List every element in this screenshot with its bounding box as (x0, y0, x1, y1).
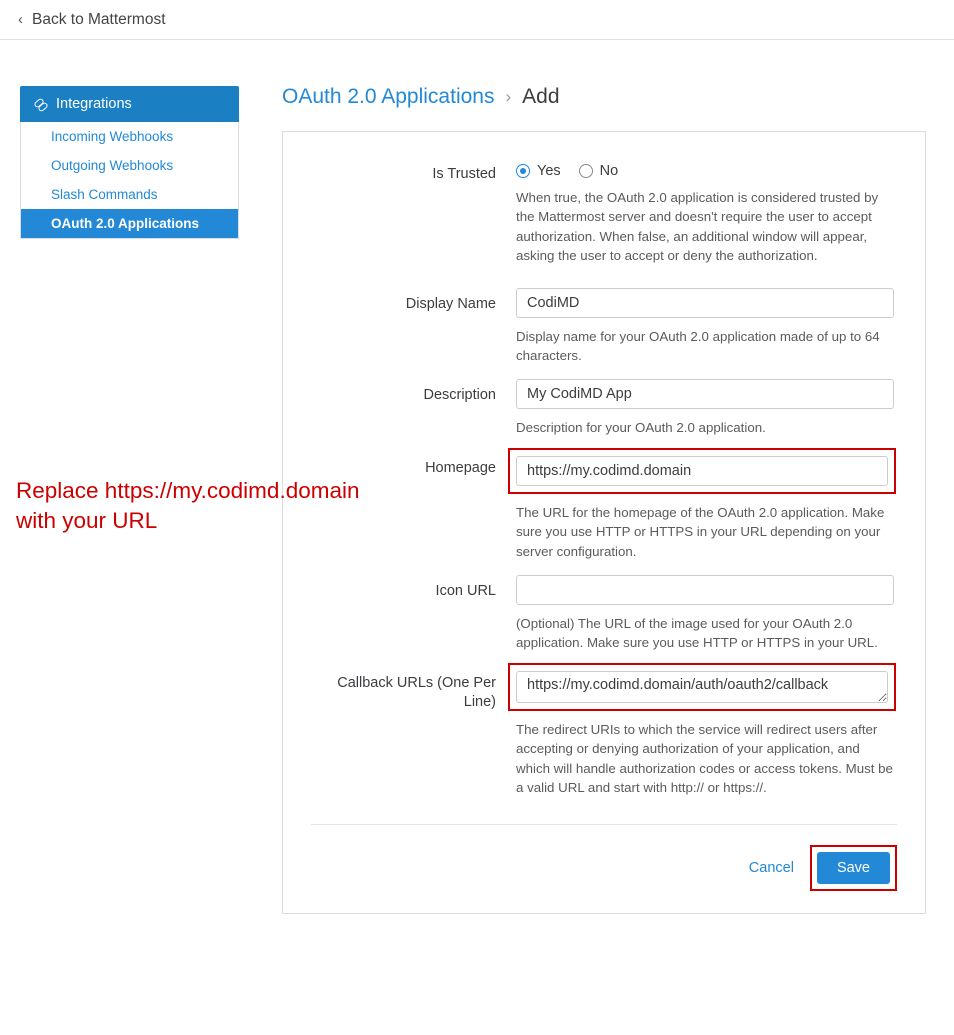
homepage-highlight-box (508, 448, 896, 494)
is-trusted-yes-label: Yes (537, 163, 561, 179)
is-trusted-no-label: No (599, 163, 619, 179)
display-name-field (516, 288, 897, 366)
field-description (311, 379, 897, 437)
field-icon-url (311, 575, 897, 653)
breadcrumb (282, 86, 926, 107)
breadcrumb-current: Add (522, 85, 560, 108)
is-trusted-radio-group (516, 158, 897, 179)
is-trusted-radio-yes[interactable] (516, 163, 561, 179)
sidebar-item-oauth-applications[interactable]: OAuth 2.0 Applications (21, 209, 238, 238)
description-label: Description (423, 387, 496, 404)
chevron-left-icon[interactable]: ‹ (18, 11, 23, 28)
sidebar-item-slash-commands[interactable]: Slash Commands (51, 187, 158, 202)
field-callback-urls (311, 667, 897, 798)
is-trusted-radio-no[interactable] (579, 163, 619, 179)
is-trusted-help: When true, the OAuth 2.0 application is considered trusted by the Mattermost server and doesn't require the user to accept authorization. When false, an additional window will appear, asking the user to accept or deny the authorization. (516, 190, 879, 264)
icon-url-help: (Optional) The URL of the image used for your OAuth 2.0 application. Make sure you use HTTP or HTTPS in your URL. (516, 616, 878, 651)
is-trusted-field (516, 158, 897, 266)
cancel-button[interactable]: Cancel (748, 859, 794, 876)
annotation-line-2: with your URL (16, 507, 158, 533)
icon-url-label: Icon URL (435, 583, 496, 600)
sidebar-list (20, 122, 239, 239)
icon-url-input[interactable] (516, 575, 894, 605)
description-input[interactable] (516, 379, 894, 409)
is-trusted-label: Is Trusted (432, 166, 496, 182)
icon-url-field (516, 575, 897, 653)
save-button[interactable]: Save (817, 852, 890, 884)
save-highlight-box (810, 845, 897, 891)
callback-urls-textarea[interactable] (516, 671, 888, 703)
sidebar-item-outgoing-webhooks[interactable]: Outgoing Webhooks (51, 158, 174, 173)
annotation-text (16, 476, 536, 535)
back-to-mattermost-link[interactable]: Back to Mattermost (32, 10, 166, 28)
homepage-input[interactable] (516, 456, 888, 486)
display-name-label: Display Name (405, 295, 496, 312)
back-bar (0, 0, 954, 40)
breadcrumb-parent-link[interactable]: OAuth 2.0 Applications (282, 85, 495, 108)
field-is-trusted (311, 158, 897, 266)
description-help: Description for your OAuth 2.0 application. (516, 420, 766, 436)
homepage-label: Homepage (425, 459, 496, 476)
link-icon (34, 97, 48, 111)
callback-urls-highlight-box (508, 663, 896, 711)
callback-urls-help: The redirect URIs to which the service will redirect users after accepting or denying authorization of your application, and which will handle authorization codes or access tokens. Must be a valid URL and start with http:// or https://. (516, 721, 893, 796)
radio-no-icon[interactable] (579, 164, 593, 178)
sidebar-header-label: Integrations (56, 96, 132, 112)
annotation-line-1: Replace https://my.codimd.domain (16, 478, 360, 503)
callback-urls-field (516, 667, 897, 798)
chevron-right-icon: › (505, 87, 512, 106)
form-footer (311, 825, 897, 895)
description-field (516, 379, 897, 437)
sidebar-item-incoming-webhooks[interactable]: Incoming Webhooks (51, 129, 174, 144)
radio-yes-icon[interactable] (516, 164, 530, 178)
display-name-help: Display name for your OAuth 2.0 application made of up to 64 characters. (516, 328, 880, 364)
display-name-input[interactable] (516, 288, 894, 318)
homepage-field (516, 452, 897, 561)
field-display-name (311, 288, 897, 366)
sidebar-header (20, 86, 239, 122)
callback-urls-label: Callback URLs (One Per Line) (337, 674, 496, 711)
homepage-help: The URL for the homepage of the OAuth 2.0 application. Make sure you use HTTP or HTTPS in your URL depending on your server configuration. (516, 504, 885, 559)
